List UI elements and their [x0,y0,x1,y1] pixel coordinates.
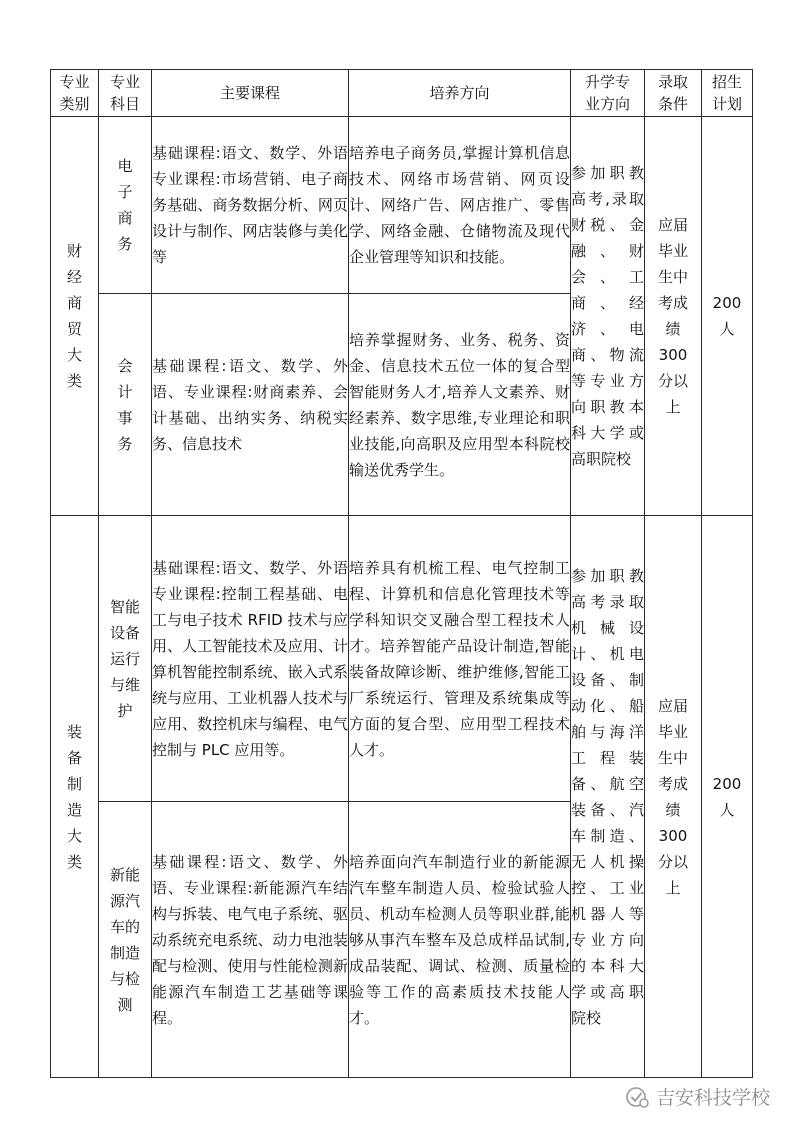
path-manufacturing: 参加职教高考录取机械设计、机电设备、制动化、船舶与海洋工程装备、航空装备、汽车制造、无人机操控、工业机器人等专业方向的本科大学或高职院校 [571,516,645,1078]
subject-smart-equipment: 智能 设备 运行 与维 护 [99,516,152,802]
category-manufacturing: 装 备 制 造 大 类 [51,516,99,1078]
table-row [51,117,753,294]
table-row [51,516,753,802]
subject-new-energy-vehicle: 新能 源汽 车的 制造 与检 测 [99,802,152,1078]
direction-accounting: 培养掌握财务、业务、税务、资金、信息技术五位一体的复合型智能财务人才,培养人文素养、财经素养、数字思维,专业理论和职业技能,向高职及应用型本科院校输送优秀学生。 [349,294,571,516]
courses-new-energy-vehicle: 基础课程:语文、数学、外语、专业课程:新能源汽车结构与拆装、电气电子系统、驱动系统充电系统、动力电池装配与检测、使用与性能检测新能源汽车制造工艺基础等课程。 [152,802,349,1078]
direction-new-energy-vehicle: 培养面向汽车制造行业的新能源汽车整车制造人员、检验试验人员、机动车检测人员等职业群,能够从事汽车整车及总成样品试制,成品装配、调试、检测、质量检验等工作的高素质技术技能人才。 [349,802,571,1078]
admission-finance: 应届 毕业 生中 考成 绩 300 分以 上 [645,117,702,516]
header-direction: 培养方向 [349,70,571,117]
header-courses: 主要课程 [152,70,349,117]
direction-ecommerce: 培养电子商务员,掌握计算机信息技术、网络市场营销、网页设计、网络广告、网店推广、零售学、网络金融、仓储物流及现代企业管理等知识和技能。 [349,117,571,294]
subject-accounting: 会 计 事 务 [99,294,152,516]
courses-accounting: 基础课程:语文、数学、外语、专业课程:财商素养、会计基础、出纳实务、纳税实务、信息技术 [152,294,349,516]
courses-smart-equipment: 基础课程:语文、数学、外语专业课程:控制工程基础、电工与电子技术 RFID 技术与应用、人工智能技术及应用、计算机智能控制系统、嵌入式系统与应用、工业机器人技术与应用、数控机床与编程、电气控制与 PLC 应用等。 [152,516,349,802]
direction-smart-equipment: 培养具有机梳工程、电气控制工程、计算机和信息化管理技术等学科知识交叉融合型工程技术人才。培养智能产品设计制造,智能装备故障诊断、维护维修,智能工厂系统运行、管理及系统集成等方面的复合型、应用型工程技术人才。 [349,516,571,802]
header-row [51,70,753,117]
wechat-icon [624,1085,650,1109]
category-finance: 财 经 商 贸 大 类 [51,117,99,516]
path-finance: 参加职教高考,录取财税、金融、财会、工商、经济、电商、物流等专业方向职教本科大学或高职院校 [571,117,645,516]
header-admission: 录取 条件 [645,70,702,117]
subject-ecommerce: 电 子 商 务 [99,117,152,294]
plan-manufacturing: 200 人 [702,516,753,1078]
header-subject: 专业 科目 [99,70,152,117]
admission-manufacturing: 应届 毕业 生中 考成 绩 300 分以 上 [645,516,702,1078]
footer-watermark [624,1083,770,1110]
header-path: 升学专 业方向 [571,70,645,117]
plan-finance: 200 人 [702,117,753,516]
footer-brand: 吉安科技学校 [655,1087,770,1109]
header-plan: 招生 计划 [702,70,753,117]
header-category: 专业 类别 [51,70,99,117]
courses-ecommerce: 基础课程:语文、数学、外语专业课程:市场营销、电子商务基础、商务数据分析、网页设计与制作、网店装修与美化等 [152,117,349,294]
program-table [50,69,753,1078]
